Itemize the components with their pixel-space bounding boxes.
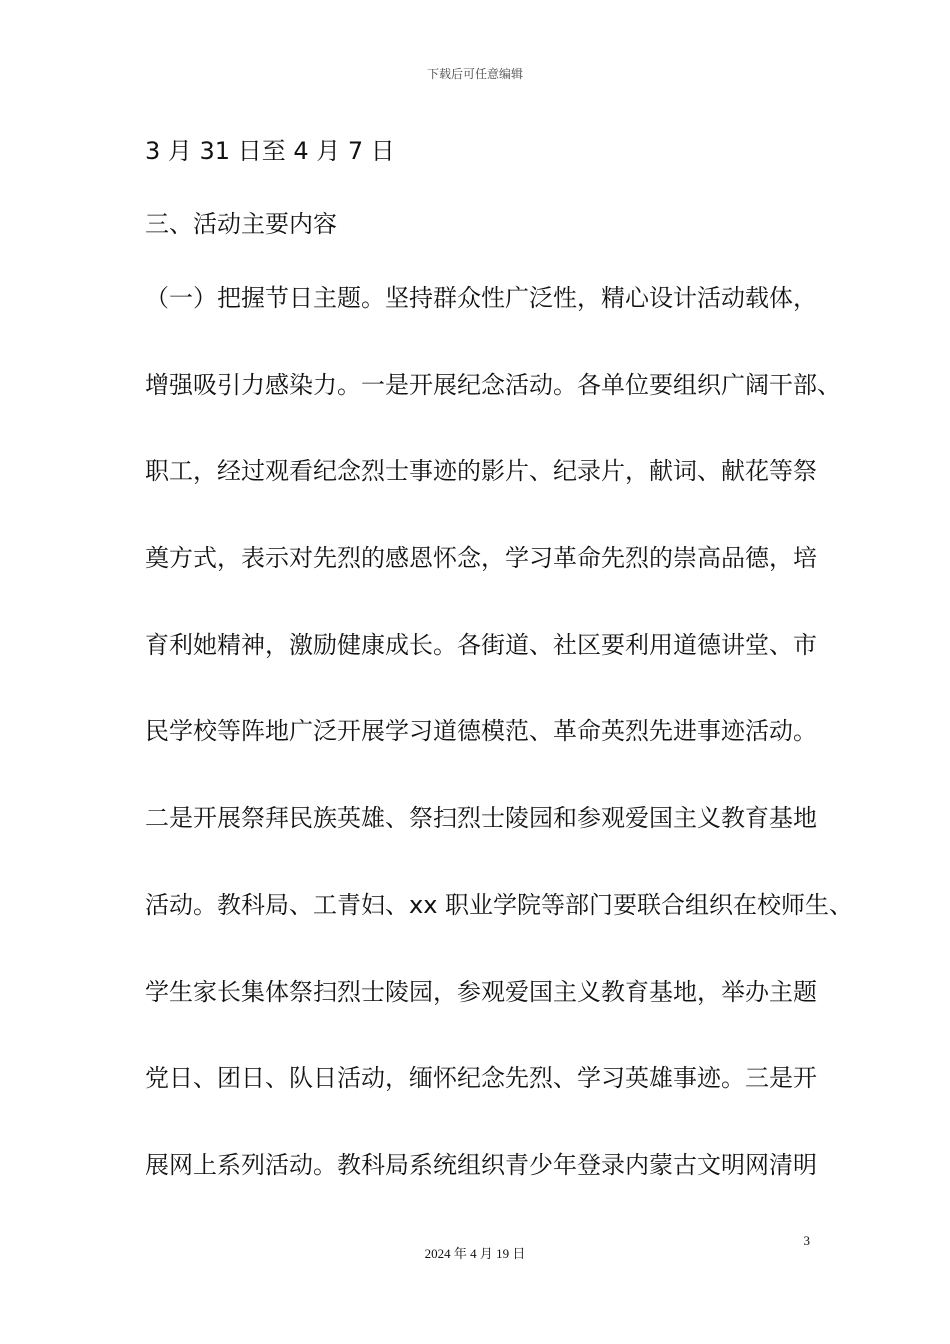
page-date: 2024 年 4 月 19 日 — [424, 1246, 526, 1261]
body-line-8: 民学校等阵地广泛开展学习道德模范、革命英烈先进事迹活动。 — [145, 717, 817, 745]
body-line-7: 育利她精神，激励健康成长。各街道、社区要利用道德讲堂、市 — [145, 631, 817, 659]
body-line-2: 三、活动主要内容 — [145, 210, 337, 238]
body-line-5: 职工，经过观看纪念烈士事迹的影片、纪录片，献词、献花等祭 — [145, 457, 817, 485]
body-line-6: 奠方式，表示对先烈的感恩怀念，学习革命先烈的崇高品德，培 — [145, 544, 817, 572]
body-line-3: （一）把握节日主题。坚持群众性广泛性，精心设计活动载体， — [145, 284, 817, 312]
body-line-9: 二是开展祭拜民族英雄、祭扫烈士陵园和参观爱国主义教育基地 — [145, 804, 817, 832]
body-line-13: 展网上系列活动。教科局系统组织青少年登录内蒙古文明网清明 — [145, 1151, 817, 1179]
page-number: 3 — [803, 1233, 810, 1248]
body-line-12: 党日、团日、队日活动，缅怀纪念先烈、学习英雄事迹。三是开 — [145, 1064, 817, 1092]
body-line-11: 学生家长集体祭扫烈士陵园，参观爱国主义教育基地，举办主题 — [145, 978, 817, 1006]
page-header: 下载后可任意编辑 — [426, 67, 523, 81]
body-line-10: 活动。教科局、工青妇、xx 职业学院等部门要联合组织在校师生、 — [145, 891, 854, 919]
body-line-1: 3 月 31 日至 4 月 7 日 — [145, 137, 395, 165]
body-line-4: 增强吸引力感染力。一是开展纪念活动。各单位要组织广阔干部、 — [145, 371, 841, 399]
